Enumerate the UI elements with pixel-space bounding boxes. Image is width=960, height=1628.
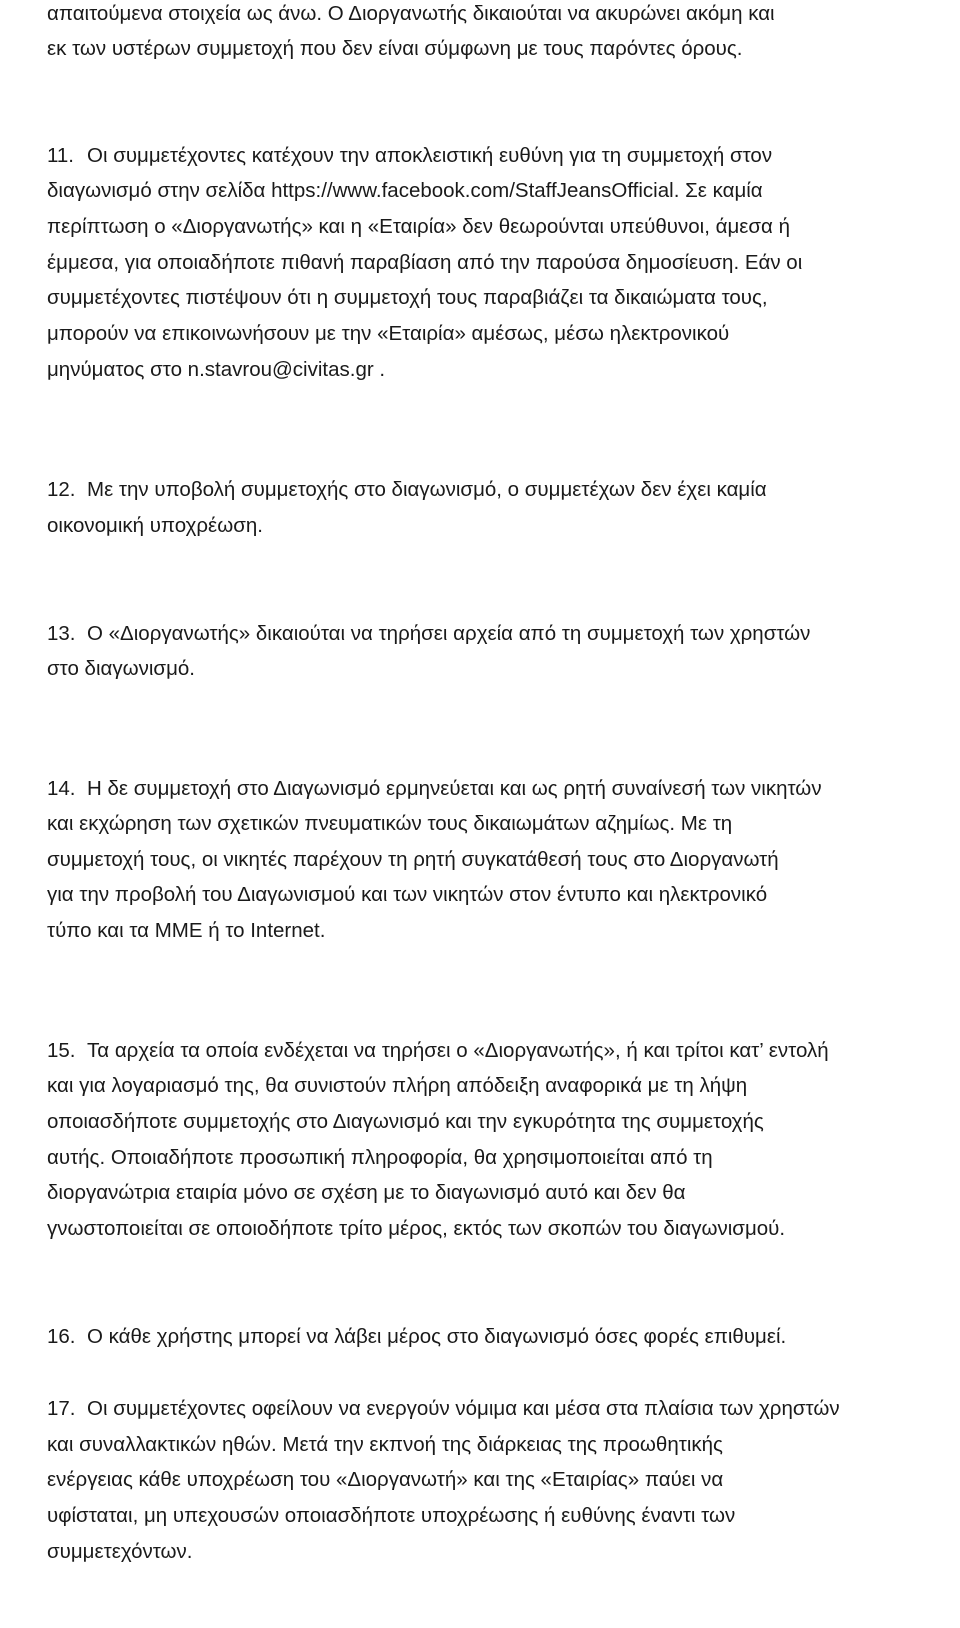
clause-line: συμμετέχοντες πιστέψουν ότι η συμμετοχή τους παραβιάζει τα δικαιώματα τους, (47, 286, 768, 309)
clause-line: και εκχώρηση των σχετικών πνευματικών τους δικαιωμάτων αζημίως. Με τη (47, 812, 733, 835)
clause-line: διαγωνισμό στην σελίδα https://www.facebook.com/StaffJeansOfficial. Σε καμία (47, 179, 763, 202)
clause-line: Η δε συμμετοχή στο Διαγωνισμό ερμηνεύεται και ως ρητή συναίνεσή των νικητών (87, 777, 822, 800)
clause-line: Οι συμμετέχοντες οφείλουν να ενεργούν νόμιμα και μέσα στα πλαίσια των χρηστών (87, 1397, 840, 1420)
clause-line: μηνύματος στο n.stavrou@civitas.gr . (47, 358, 386, 381)
clause-number: 14. (47, 777, 76, 800)
clause-line: Τα αρχεία τα οποία ενδέχεται να τηρήσει ο «Διοργανωτής», ή και τρίτοι κατ’ εντολή (87, 1039, 829, 1062)
clause-line: Ο κάθε χρήστης μπορεί να λάβει μέρος στο διαγωνισμό όσες φορές επιθυμεί. (87, 1325, 787, 1348)
clause-line: διοργανώτρια εταιρία μόνο σε σχέση με το διαγωνισμό αυτό και δεν θα (47, 1181, 686, 1204)
clause-line: στο διαγωνισμό. (47, 657, 195, 680)
clause-line: και συναλλακτικών ηθών. Μετά την εκπνοή της διάρκειας της προωθητικής (47, 1433, 723, 1456)
clause-line: οποιασδήποτε συμμετοχής στο Διαγωνισμό και την εγκυρότητα της συμμετοχής (47, 1110, 764, 1133)
clause-line: τύπο και τα ΜΜΕ ή το Internet. (47, 919, 326, 942)
clause-line: γνωστοποιείται σε οποιοδήποτε τρίτο μέρος, εκτός των σκοπών του διαγωνισμού. (47, 1217, 786, 1240)
clause-line: Ο «Διοργανωτής» δικαιούται να τηρήσει αρχεία από τη συμμετοχή των χρηστών (87, 622, 811, 645)
clause-line: για την προβολή του Διαγωνισμού και των νικητών στον έντυπο και ηλεκτρονικό (47, 883, 768, 906)
intro-line: απαιτούμενα στοιχεία ως άνω. Ο Διοργανωτής δικαιούται να ακυρώνει ακόμη και (47, 2, 775, 25)
clause-line: έμμεσα, για οποιαδήποτε πιθανή παραβίαση από την παρούσα δημοσίευση. Εάν οι (47, 251, 803, 274)
clause-line: συμμετοχή τους, οι νικητές παρέχουν τη ρητή συγκατάθεσή τους στο Διοργανωτή (47, 848, 779, 871)
clause-line: Οι συμμετέχοντες κατέχουν την αποκλειστική ευθύνη για τη συμμετοχή στον (87, 144, 773, 167)
clause-number: 15. (47, 1039, 76, 1062)
clause-number: 17. (47, 1397, 76, 1420)
clause-number: 16. (47, 1325, 76, 1348)
clause-line: Με την υποβολή συμμετοχής στο διαγωνισμό, ο συμμετέχων δεν έχει καμία (87, 478, 767, 501)
clause-line: συμμετεχόντων. (47, 1540, 193, 1563)
clause-line: αυτής. Οποιαδήποτε προσωπική πληροφορία, θα χρησιμοποιείται από τη (47, 1146, 713, 1169)
clause-line: και για λογαριασμό της, θα συνιστούν πλήρη απόδειξη αναφορικά με τη λήψη (47, 1074, 748, 1097)
clause-line: οικονομική υποχρέωση. (47, 514, 263, 537)
clause-line: υφίσταται, μη υπεχουσών οποιασδήποτε υποχρέωσης ή ευθύνης έναντι των (47, 1504, 736, 1527)
clause-line: μπορούν να επικοινωνήσουν με την «Εταιρία» αμέσως, μέσω ηλεκτρονικού (47, 322, 730, 345)
clause-line: περίπτωση ο «Διοργανωτής» και η «Εταιρία» δεν θεωρούνται υπεύθυνοι, άμεσα ή (47, 215, 790, 238)
clause-number: 11. (47, 144, 74, 167)
clause-number: 12. (47, 478, 76, 501)
clause-number: 13. (47, 622, 76, 645)
clause-line: ενέργειας κάθε υποχρέωση του «Διοργανωτή» και της «Εταιρίας» παύει να (47, 1468, 724, 1491)
intro-line: εκ των υστέρων συμμετοχή που δεν είναι σύμφωνη με τους παρόντες όρους. (47, 37, 743, 60)
